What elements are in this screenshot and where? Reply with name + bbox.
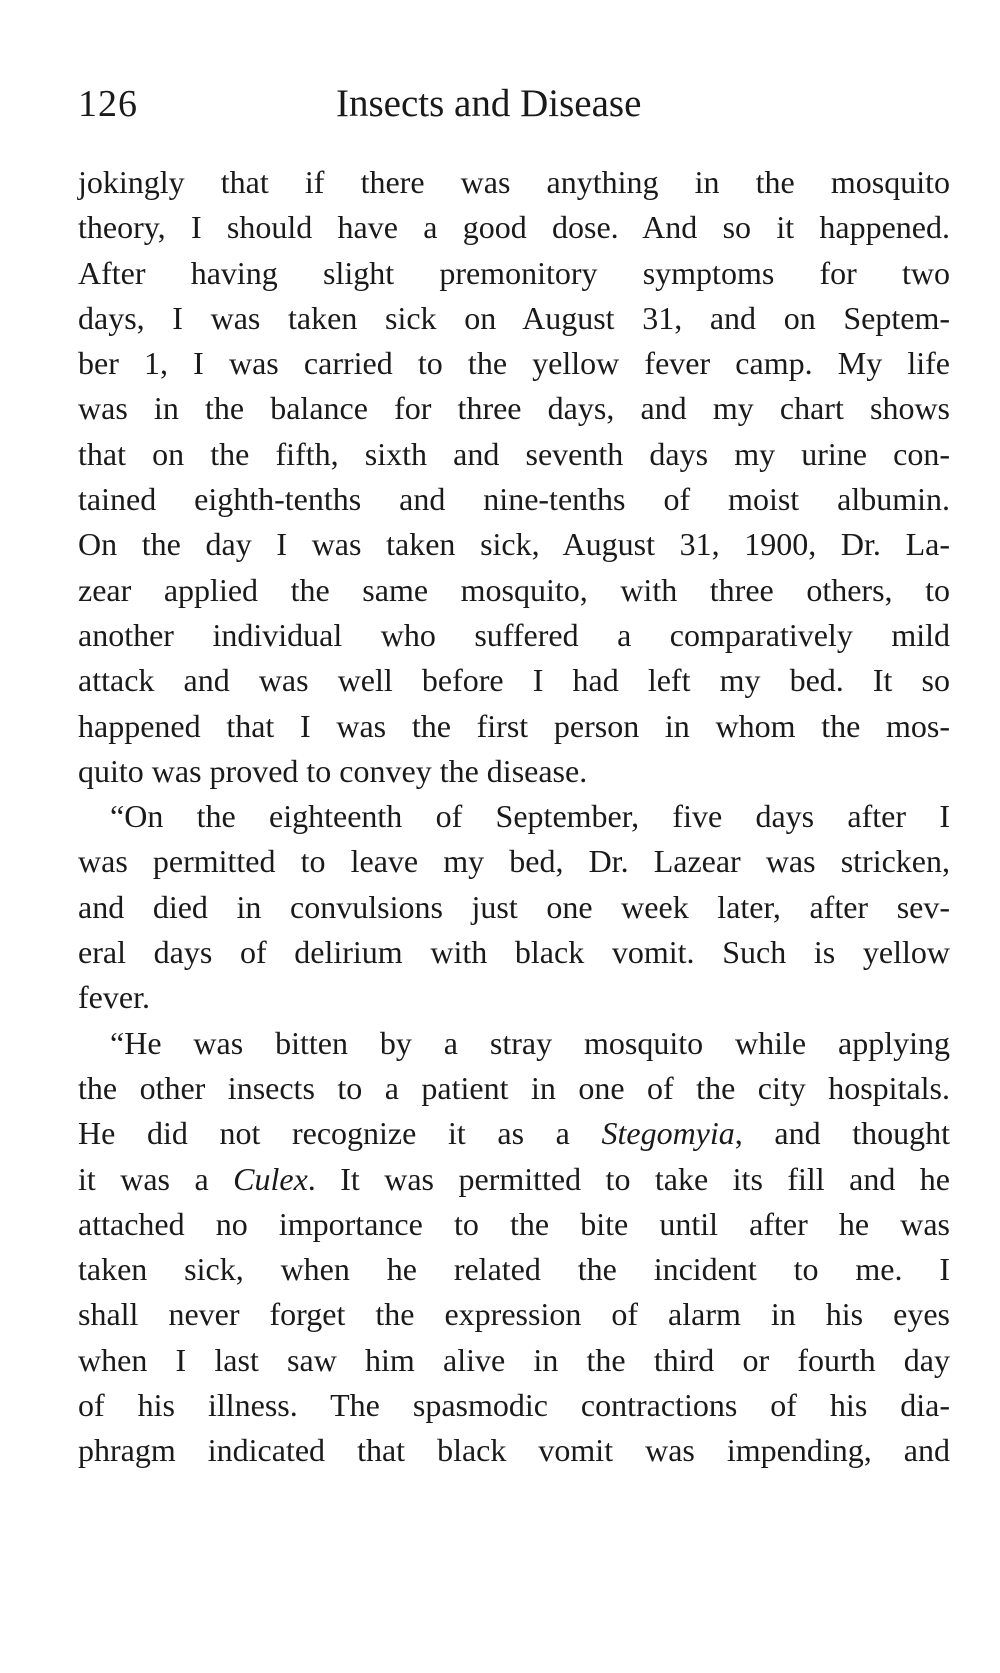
text-line: theory, I should have a good dose. And so it happened. — [78, 209, 950, 246]
text-line: taken sick, when he related the incident to me. I — [78, 1251, 950, 1288]
text-line: was permitted to leave my bed, Dr. Lazear was stricken, — [78, 843, 950, 880]
text-line: After having slight premonitory symptoms for two — [78, 254, 950, 291]
text-line: quito was proved to convey the disease. — [78, 752, 588, 789]
text-line: “On the eighteenth of September, five days after I — [110, 798, 950, 835]
page-header — [78, 76, 950, 132]
text-line: “He was bitten by a stray mosquito while applying — [110, 1024, 950, 1061]
text-line: eral days of delirium with black vomit. Such is yellow — [78, 934, 950, 971]
text-line: On the day I was taken sick, August 31, 1900, Dr. La- — [78, 526, 950, 563]
text-line: of his illness. The spasmodic contractions of his dia- — [78, 1387, 950, 1424]
text-line: the other insects to a patient in one of the city hospitals. — [78, 1069, 950, 1106]
text-line: when I last saw him alive in the third or fourth day — [78, 1341, 950, 1378]
italic-genus-name: Stegomyia — [601, 1115, 735, 1152]
text-line: that on the fifth, sixth and seventh days my urine con- — [78, 435, 950, 472]
text-line — [78, 1157, 950, 1202]
text-line: phragm indicated that black vomit was impending, and — [78, 1432, 950, 1469]
text-segment: He did not recognize it as a — [78, 1115, 570, 1152]
text-line: jokingly that if there was anything in the mosquito — [78, 164, 950, 200]
running-title: Insects and Disease — [336, 82, 642, 125]
body-text — [78, 160, 950, 1474]
text-line: attack and was well before I had left my bed. It so — [78, 662, 950, 699]
text-line: and died in convulsions just one week later, after sev- — [78, 888, 950, 925]
text-line: attached no importance to the bite until after he was — [78, 1205, 950, 1242]
text-line: happened that I was the first person in whom the mos- — [78, 707, 950, 744]
text-line: was in the balance for three days, and my chart shows — [78, 390, 950, 427]
text-line: ber 1, I was carried to the yellow fever camp. My life — [78, 345, 950, 382]
text-segment: . It was permitted to take its fill and he — [307, 1160, 951, 1197]
text-line: days, I was taken sick on August 31, and on Septem- — [78, 299, 950, 336]
text-line: tained eighth-tenths and nine-tenths of moist albumin. — [78, 481, 950, 518]
text-line: another individual who suffered a comparatively mild — [78, 616, 950, 653]
text-segment: it was a — [78, 1160, 209, 1197]
italic-genus-name: Culex — [233, 1160, 308, 1197]
text-line: fever. — [78, 979, 150, 1016]
text-segment: , and thought — [734, 1115, 950, 1152]
text-line: zear applied the same mosquito, with three others, to — [78, 571, 950, 608]
text-line — [78, 1111, 950, 1156]
text-line: shall never forget the expression of alarm in his eyes — [78, 1296, 950, 1333]
page-number: 126 — [78, 83, 138, 125]
